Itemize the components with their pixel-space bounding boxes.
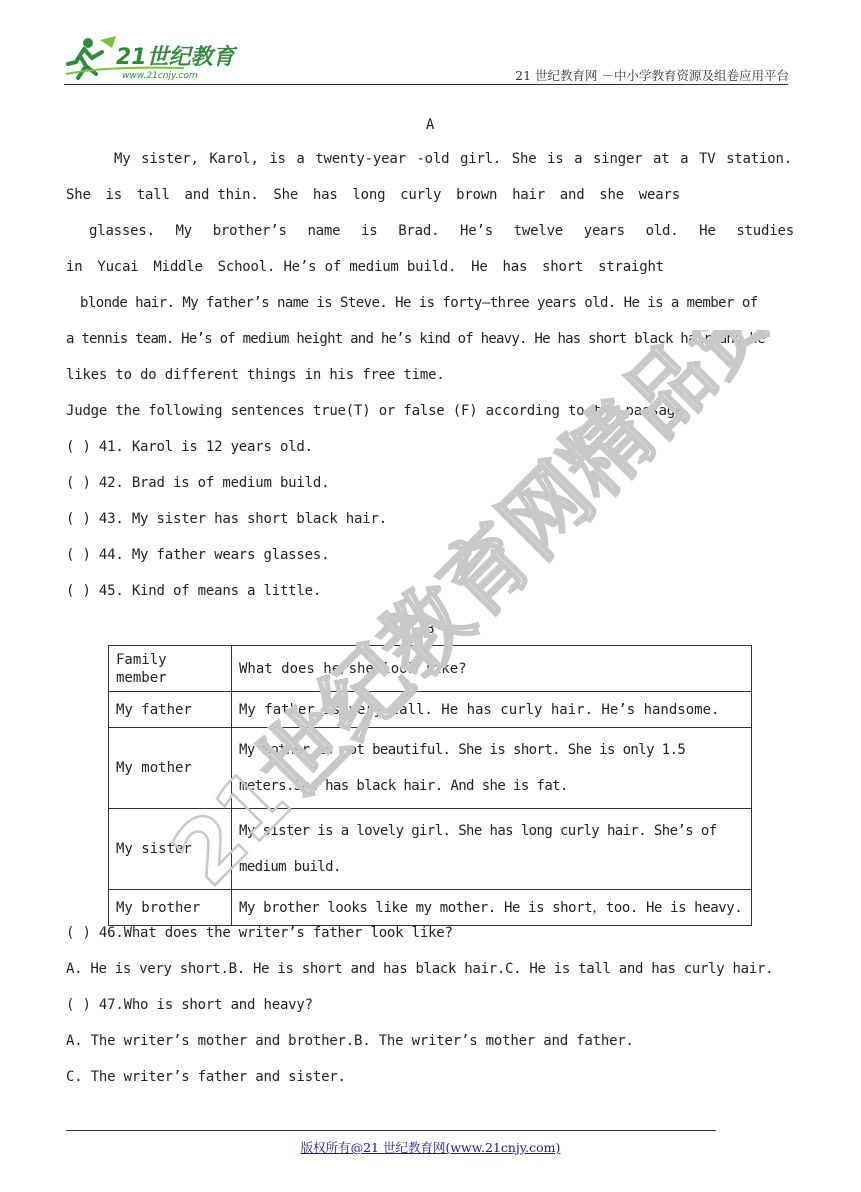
passage-word: Brad. [398,223,440,239]
section-a-heading: A [425,117,435,133]
passage-word: sister, [141,151,199,167]
passage-word: Karol, [209,151,259,167]
table-cell: My brother looks like my mother. He is short，too. He is heavy. [232,890,752,926]
passage-word: tall [136,187,170,203]
passage-word: old. [645,223,679,239]
instruction: Judge the following sentences true(T) or false (F) according to the passage. [66,403,692,419]
table-row [109,692,752,728]
passage-word: is [361,223,378,239]
table-cell: My mother [109,728,232,809]
passage-word: years [583,223,625,239]
section-b-heading: B [425,621,435,637]
passage-word: curly [400,187,442,203]
question-41: ( ) 41. Karol is 12 years old. [66,439,313,455]
passage-word: at [653,151,670,167]
passage-word: and [559,187,585,203]
passage-word: brown [456,187,498,203]
watermark-text: 21世纪教育网精品资料 [154,330,770,905]
passage-word: He [699,223,716,239]
passage-word: twelve [513,223,564,239]
passage-word: is [269,151,286,167]
question-47: ( ) 47.Who is short and heavy? [66,997,313,1013]
passage-word: studies [736,223,794,239]
passage-word: Middle [153,259,203,275]
passage-word: My [175,223,192,239]
table-row [109,890,752,926]
passage-word: straight [598,259,664,275]
question-46: ( ) 46.What does the writer’s father look like? [66,925,453,941]
passage-word: hair [512,187,545,203]
passage-word: has [312,187,338,203]
logo-url: www.21cnjy.com [122,71,198,81]
question-46-options: A. He is very short.B. He is short and has black hair.C. He is tall and has curly hair. [66,961,774,977]
site-logo [64,34,254,84]
passage-line-6: a tennis team. He’s of medium height and he’s kind of heavy. He has short black hair and he [66,331,765,347]
question-44: ( ) 44. My father wears glasses. [66,547,330,563]
passage-word: My [114,151,131,167]
passage-word: School. He’s of medium build. [217,259,457,275]
passage-word: She [273,187,299,203]
passage-word: is [105,187,122,203]
table-cell: My brother [109,890,232,926]
passage-word: long [352,187,386,203]
table-header-row [109,646,752,692]
table-header-cell: What does he/she look like? [232,646,752,692]
table-row [109,809,752,890]
logo-text: 21世纪教育 [116,45,235,70]
table-cell: My sister [109,809,232,890]
passage-word: brother’s [212,223,287,239]
passage-word: He [471,259,488,275]
table-row [109,728,752,809]
passage-word: is [547,151,564,167]
passage-line-4 [66,258,664,276]
passage-word: a [574,151,583,167]
table-cell: My father [109,692,232,728]
passage-word: girl. [459,151,502,167]
table-cell: My sister is a lovely girl. She has long curly hair. She’s of medium build. [232,809,752,890]
passage-word: she [599,187,624,203]
passage-word: wears [638,187,680,203]
passage-line-1 [114,150,792,168]
passage-line-3 [89,222,794,240]
passage-line-5: blonde hair. My father’s name is Steve. He is forty—three years old. He is a member of [80,295,758,311]
table-header-cell: Family member [109,646,232,692]
passage-line-7: likes to do different things in his free time. [66,367,445,383]
question-47-options-line-1: A. The writer’s mother and brother.B. The writer’s mother and father. [66,1033,634,1049]
passage-word: Yucai [97,259,139,275]
passage-word: in [66,259,83,275]
passage-word: a [296,151,305,167]
question-45: ( ) 45. Kind of means a little. [66,583,322,599]
passage-word: -old [416,151,450,167]
passage-word: glasses. [89,223,155,239]
passage-word: He’s [460,223,493,239]
footer-divider [66,1130,716,1131]
passage-word: and thin. [184,187,259,203]
table-cell: My mother is not beautiful. She is short. She is only 1.5 meters.She has black hair. And she is fat. [232,728,752,809]
passage-word: short [542,259,584,275]
question-47-options-line-2: C. The writer’s father and sister. [66,1069,346,1085]
question-42: ( ) 42. Brad is of medium build. [66,475,330,491]
footer-copyright-link[interactable]: 版权所有@21 世纪教育网(www.21cnjy.com) [300,1140,561,1155]
passage-word: singer [593,151,643,167]
passage-word: TV [698,151,716,167]
passage-word: station. [726,151,792,167]
question-43: ( ) 43. My sister has short black hair. [66,511,387,527]
site-title: 21 世纪教育网 －中小学教育资源及组卷应用平台 [515,68,789,83]
passage-word: twenty-year [315,151,406,167]
passage-line-2 [66,186,680,204]
passage-word: She [66,187,91,203]
passage-word: name [307,223,341,239]
family-table [108,645,752,926]
passage-word: has [502,259,528,275]
header-divider [64,84,788,85]
passage-word: She [511,151,537,167]
table-cell: My father is very tall. He has curly hair. He’s handsome. [232,692,752,728]
passage-word: a [680,151,689,167]
